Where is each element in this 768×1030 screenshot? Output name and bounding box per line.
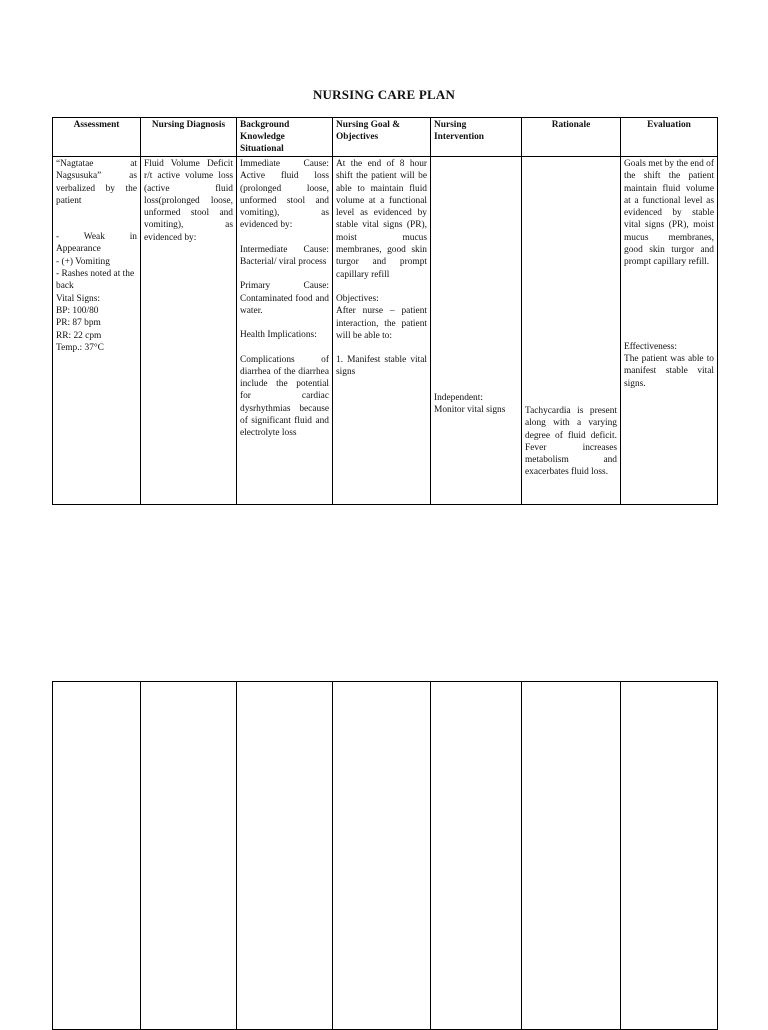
objectives-label: Objectives:: [336, 293, 379, 304]
effectiveness-text: The patient was able to manifest stable vital signs.: [624, 353, 714, 389]
blank-cell: [141, 682, 237, 1030]
header-goal-objectives: Nursing Goal & Objectives: [333, 118, 431, 157]
nursing-care-plan-table: [52, 117, 718, 505]
blank-cell: [522, 682, 621, 1030]
header-background-knowledge: Background Knowledge Situational: [237, 118, 333, 157]
vital-pr: PR: 87 bpm: [56, 318, 101, 329]
blank-cell: [53, 682, 141, 1030]
background-cell: [237, 157, 333, 505]
assessment-cell: [53, 157, 141, 505]
header-evaluation: Evaluation: [621, 118, 718, 157]
blank-cell: [431, 682, 522, 1030]
objective-1: 1. Manifest stable vital signs: [336, 355, 427, 378]
objectives-text: After nurse – patient interaction, the patient will be able to:: [336, 306, 427, 341]
page-title: NURSING CARE PLAN: [312, 87, 456, 102]
effectiveness-label: Effectiveness:: [624, 341, 677, 352]
rationale-text: Tachycardia is present along with a varying degree of fluid deficit. Fever increases metabolism and exacerbates fluid loss.: [525, 406, 617, 478]
vital-bp: BP: 100/80: [56, 305, 99, 316]
header-row: [53, 118, 718, 157]
blank-cell: [621, 682, 718, 1030]
header-nursing-intervention: Nursing Intervention: [431, 118, 522, 157]
header-nursing-diagnosis: Nursing Diagnosis: [141, 118, 237, 157]
intervention-cell: [431, 157, 522, 505]
assessment-vomiting: - (+) Vomiting: [56, 256, 110, 267]
blank-table-row: [53, 682, 718, 1030]
goal-cell: [333, 157, 431, 505]
vital-temp: Temp.: 37°C: [56, 342, 104, 353]
primary-cause: Primary Cause: Contaminated food and water.: [240, 281, 329, 316]
assessment-rashes: - Rashes noted at the back: [56, 269, 135, 292]
header-rationale: Rationale: [522, 118, 621, 157]
intervention-text: Monitor vital signs: [434, 405, 506, 416]
blank-cell: [333, 682, 431, 1030]
intermediate-cause: Intermediate Cause: Bacterial/ viral process: [240, 244, 329, 268]
assessment-quote: “Nagtatae at Nagsusuka” as verbalized by the patient: [56, 159, 137, 206]
evaluation-cell: [621, 157, 718, 505]
immediate-cause: Immediate Cause: Active fluid loss (prolonged loose, unformed stool and vomiting), as evidenced by:: [240, 159, 329, 231]
diagnosis-text: Fluid Volume Deficit r/t active volume loss (active fluid loss(prolonged loose, unformed stool and vomiting), as evidenced by:: [144, 159, 233, 243]
rationale-cell: [522, 157, 621, 505]
blank-continuation-table: [52, 681, 718, 1030]
evaluation-goals-met: Goals met by the end of the shift the patient maintain fluid volume at a functional level as evidenced by stable vital signs (PR), moist mucus membranes, good skin turgor and prompt capillary refill.: [624, 159, 714, 268]
vital-signs-label: Vital Signs:: [56, 293, 100, 304]
header-assessment: Assessment: [53, 118, 141, 157]
blank-cell: [237, 682, 333, 1030]
health-implications: Health Implications:: [240, 330, 317, 341]
vital-rr: RR: 22 cpm: [56, 330, 102, 341]
diagnosis-cell: [141, 157, 237, 505]
assessment-weak: - Weak in Appearance: [56, 232, 137, 255]
table-row: [53, 157, 718, 505]
goal-text: At the end of 8 hour shift the patient will be able to maintain fluid volume at a functional level as evidenced by stable vital signs (PR), moist mucus membranes, good skin turgor and prompt capillary refill: [336, 159, 427, 280]
complications-text: Complications of diarrhea of the diarrhea include the potential for cardiac dysrhythmias because of significant fluid and electrolyte loss: [240, 354, 329, 439]
intervention-label: Independent:: [434, 393, 483, 403]
